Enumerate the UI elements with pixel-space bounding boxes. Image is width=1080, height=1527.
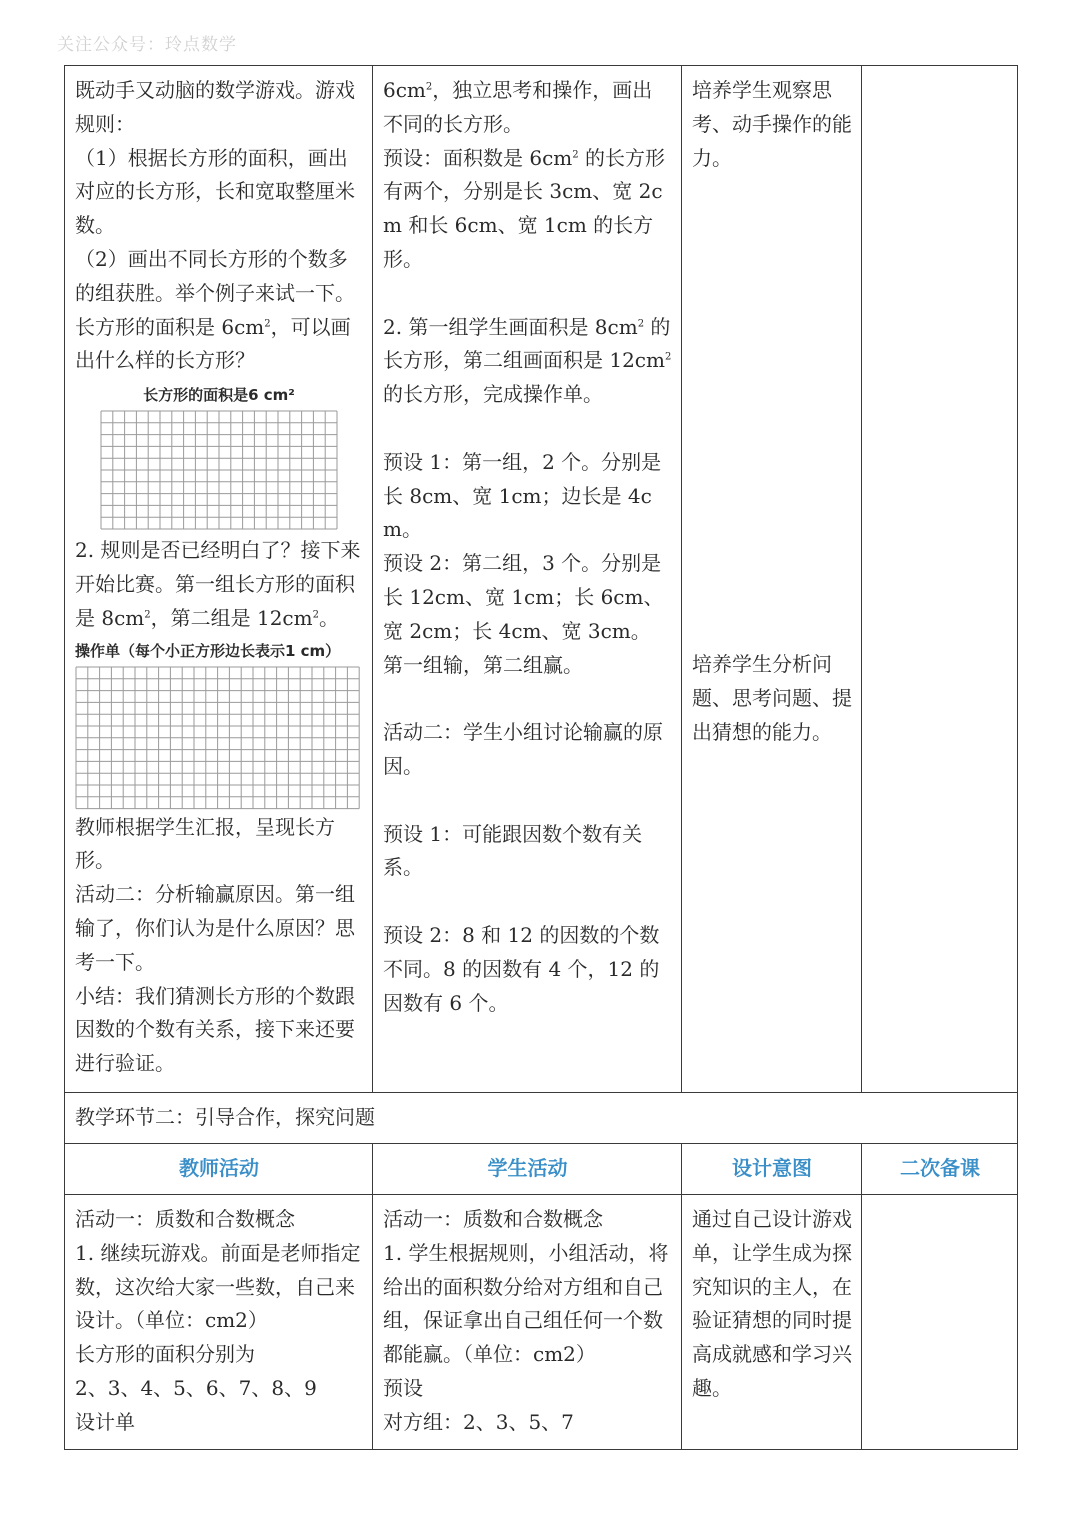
competition-rule: 2. 规则是否已经明白了？接下来开始比赛。第一组长方形的面积是 $8cm^2$，第二组是 $12cm^2$。 bbox=[75, 538, 361, 630]
section-title: 教学环节二：引导合作，探究问题 bbox=[65, 1093, 1018, 1144]
rule-1: （1）根据长方形的面积，画出对应的长方形，长和宽取整厘米数。 bbox=[75, 145, 355, 238]
activity-two-teacher: 活动二：分析输赢原因。第一组输了，你们认为是什么原因？思考一下。 bbox=[75, 882, 355, 974]
watermark: 关注公众号：玲点数学 bbox=[57, 35, 237, 55]
lower-teacher-areas: 2、3、4、5、6、7、8、9 bbox=[75, 1375, 317, 1400]
grid-caption-6cm2: 长方形的面积是6 cm² bbox=[143, 386, 295, 405]
summary-conclusion: 小结：我们猜测长方形的个数跟因数的个数有关系，接下来还要进行验证。 bbox=[75, 983, 355, 1076]
header-second-prep: 二次备课 bbox=[862, 1144, 1018, 1195]
student-result: 第一组输，第二组赢。 bbox=[383, 652, 583, 677]
student-activity-cell-lower bbox=[373, 1195, 682, 1450]
lower-student-preset: 预设 bbox=[383, 1375, 423, 1400]
lower-design-intent: 通过自己设计游戏单，让学生成为探究知识的主人，在验证猜想的同时提高成就感和学习兴趣。 bbox=[692, 1207, 852, 1400]
student-preset-6: 预设：面积数是 $6cm^2$ 的长方形有两个，分别是长 3cm、宽 2cm 和长 6cm、宽 1cm 的长方形。 bbox=[383, 145, 665, 271]
lower-teacher-areas-label: 长方形的面积分别为 bbox=[75, 1342, 255, 1367]
lower-teacher-design-sheet: 设计单 bbox=[75, 1409, 135, 1434]
teacher-activity-cell-lower bbox=[65, 1195, 373, 1450]
student-preset-group2: 预设 2：第二组，3 个。分别是长 12cm、宽 1cm；长 6cm、宽 2cm；长 4cm、宽 3cm。 bbox=[383, 551, 664, 643]
student-preset-group1: 预设 1：第一组，2 个。分别是长 8cm、宽 1cm；边长是 4cm。 bbox=[383, 449, 662, 542]
student-preset-reason-1: 预设 1：可能跟因数个数有关系。 bbox=[383, 821, 643, 880]
design-intent-cell-lower bbox=[682, 1195, 862, 1450]
header-design-intent: 设计意图 bbox=[682, 1144, 862, 1195]
student-preset-reason-2: 预设 2：8 和 12 的因数的个数不同。8 的因数有 4 个，12 的因数有 6 个。 bbox=[383, 922, 660, 1015]
design-intent-2: 培养学生分析问题、思考问题、提出猜想的能力。 bbox=[692, 652, 852, 744]
student-activity-two: 活动二：学生小组讨论输赢的原因。 bbox=[383, 720, 663, 778]
student-group-task: 2. 第一组学生画面积是 $8cm^2$ 的长方形，第二组画面积是 $12cm^2$ 的长方形，完成操作单。 bbox=[383, 314, 672, 407]
second-prep-cell-lower bbox=[862, 1195, 1018, 1450]
lesson-plan-table bbox=[64, 65, 1018, 1450]
lower-teacher-title: 活动一：质数和合数概念 bbox=[75, 1207, 295, 1231]
header-row bbox=[65, 1144, 1018, 1195]
design-intent-cell bbox=[682, 66, 862, 1093]
lower-student-rule: 1. 学生根据规则，小组活动，将给出的面积数分给对方组和自己组，保证拿出自己组任何一个数都能赢。（单位：cm2） bbox=[383, 1240, 669, 1367]
teacher-summary-display: 教师根据学生汇报，呈现长方形。 bbox=[75, 814, 335, 873]
activity-row-upper bbox=[65, 66, 1018, 1093]
square-grid-6cm2 bbox=[75, 410, 364, 534]
design-intent-1: 培养学生观察思考、动手操作的能力。 bbox=[692, 78, 852, 170]
operation-sheet-caption: 操作单（每个小正方形边长表示1 cm） bbox=[75, 641, 341, 660]
example-question: 长方形的面积是 $6cm^2$，可以画出什么样的长方形？ bbox=[75, 314, 351, 373]
header-teacher-activity: 教师活动 bbox=[65, 1144, 373, 1195]
game-intro: 既动手又动脑的数学游戏。游戏规则： bbox=[75, 78, 355, 136]
section-row bbox=[65, 1093, 1018, 1144]
activity-row-lower bbox=[65, 1195, 1018, 1450]
rule-2: （2）画出不同长方形的个数多的组获胜。举个例子来试一下。 bbox=[75, 246, 355, 305]
teacher-activity-cell bbox=[65, 66, 373, 1093]
student-draw-6: $6cm^2$，独立思考和操作，画出不同的长方形。 bbox=[383, 78, 653, 136]
header-student-activity: 学生活动 bbox=[373, 1144, 682, 1195]
student-activity-cell bbox=[373, 66, 682, 1093]
lower-student-title: 活动一：质数和合数概念 bbox=[383, 1207, 603, 1231]
lower-teacher-game: 1. 继续玩游戏。前面是老师指定数，这次给大家一些数，自己来设计。（单位：cm2） bbox=[75, 1240, 361, 1333]
second-prep-cell bbox=[862, 66, 1018, 1093]
lower-student-opponent: 对方组：2、3、5、7 bbox=[383, 1409, 574, 1434]
operation-sheet-grid bbox=[75, 666, 364, 811]
